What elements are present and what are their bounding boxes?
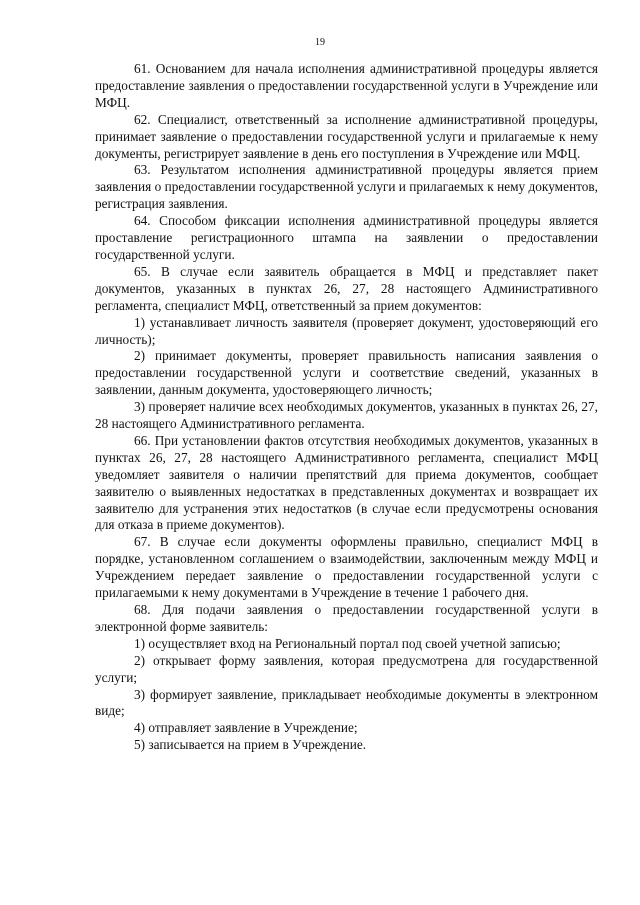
list-item-68-4: 4) отправляет заявление в Учреждение; [134, 720, 358, 736]
list-item-68-2: 2) открывает форму заявления, которая предусмотрена для государственной услуги; [95, 652, 598, 685]
list-item-68-1: 1) осуществляет вход на Региональный портал под своей учетной записью; [134, 635, 561, 651]
page-number: 19 [315, 37, 325, 48]
paragraph-63: 63. Результатом исполнения административной процедуры является прием заявления о предоставлении государственной услуги и прилагаемых к нему документов, регистрация заявления. [95, 162, 598, 212]
list-item-65-3: 3) проверяет наличие всех необходимых документов, указанных в пунктах 26, 27, 28 настоящего Административного регламента. [95, 399, 598, 432]
paragraph-65: 65. В случае если заявитель обращается в МФЦ и представляет пакет документов, указанных в пунктах 26, 27, 28 настоящего Административного регламента, специалист МФЦ, ответственный за прием документов: [95, 263, 598, 313]
paragraph-66: 66. При установлении фактов отсутствия необходимых документов, указанных в пунктах 26, 27, 28 настоящего Административного регламента, специалист МФЦ уведомляет заявителя о наличии препятствий для приема документов, сообщает заявителю о выявленных недостатках в представленных документах и возвращает их заявителю для устранения этих недостатков (в случае если предусмотрены основания для отказа в приеме документов). [95, 432, 598, 533]
list-item-65-2: 2) принимает документы, проверяет правильность написания заявления о предоставлении государственной услуги и соответствие сведений, указанных в заявлении, данным документа, удостоверяющего личность; [95, 348, 598, 398]
paragraph-62: 62. Специалист, ответственный за исполнение административной процедуры, принимает заявление о предоставлении государственной услуги и прилагаемые к нему документы, регистрирует заявление в день его поступления в Учреждение или МФЦ. [95, 111, 598, 161]
document-body [95, 61, 598, 754]
list-item-68-5: 5) записывается на прием в Учреждение. [134, 737, 367, 753]
list-item-65-1: 1) устанавливает личность заявителя (проверяет документ, удостоверяющий его личность); [95, 314, 598, 347]
paragraph-68: 68. Для подачи заявления о предоставлении государственной услуги в электронной форме заявитель: [95, 602, 598, 634]
list-item-68-3: 3) формирует заявление, прикладывает необходимые документы в электронном виде; [95, 686, 598, 719]
paragraph-61: 61. Основанием для начала исполнения административной процедуры является предоставление заявления о предоставлении государственной услуги в Учреждение или МФЦ. [95, 61, 598, 110]
paragraph-67: 67. В случае если документы оформлены правильно, специалист МФЦ в порядке, установленном соглашением о взаимодействии, заключенным между МФЦ и Учреждением передает заявление о предоставлении государственной услуги с прилагаемыми к нему документами в Учреждение в течение 1 рабочего дня. [95, 534, 598, 601]
paragraph-64: 64. Способом фиксации исполнения административной процедуры является проставление регистрационного штампа на заявлении о предоставлении государственной услуги. [95, 213, 598, 262]
